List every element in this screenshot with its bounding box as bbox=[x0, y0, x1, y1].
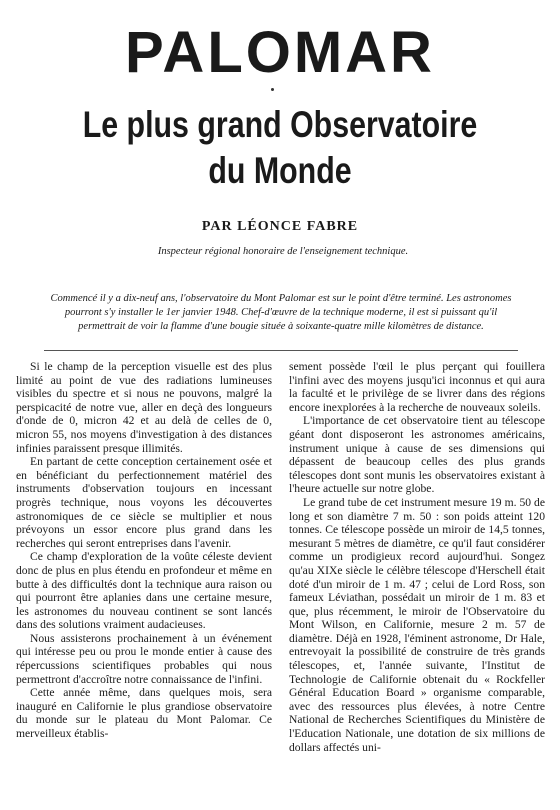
kicker-heading: PALOMAR bbox=[125, 20, 435, 85]
author-role: Inspecteur régional honoraire de l'enseignement technique. bbox=[157, 246, 409, 257]
body-paragraph: sement possède l'œil le plus perçant qui fouillera l'infini avec des moyens jusqu'ici inconnus et qui aura la faculté et le privilège de se livrer dans des régions encore inexplorées à la recherche de nouveaux soleils. bbox=[289, 360, 545, 414]
body-paragraph: L'importance de cet observatoire tient au télescope géant dont disposeront les astronomes américains, instrument unique à cause de ses dimensions qui dépassent de beaucoup celles des plus grands télescopes dont sont munis les observatoires existant à l'heure actuelle sur notre globe. bbox=[289, 414, 545, 496]
body-paragraph: Ce champ d'exploration de la voûte céleste devient donc de plus en plus étendu en profondeur et même en butte à des difficultés dont la technique aura raison ou qui pourront être aplanies dans une certaine mesure, les astronomes du nouveau continent se sont lancés dans des solutions vraiment audacieuses. bbox=[16, 550, 272, 632]
divider bbox=[44, 350, 518, 351]
right-column bbox=[289, 360, 545, 754]
body-paragraph: Le grand tube de cet instrument mesure 19 m. 50 de long et son diamètre 7 m. 50 : son poids atteint 120 tonnes. Ce télescope possède un miroir de 14,5 tonnes, mesurant 5 mètres de diamètre, ce qu'il faut considérer comme un prodigieux record aujourd'hui. Songez qu'au XIXe siècle le célèbre télescope d'Herschell était doté d'un miroir de 1 m. 47 ; celui de Lord Ross, son fameux Léviathan, possédait un miroir de 1 m. 83 et que, plus récemment, le miroir de l'Observatoire du Mont Wilson, en Californie, mesure 2 m. 57 de diamètre. Déjà en 1928, l'éminent astronome, Dr Hale, entrevoyait la possibilité de construire de très grands télescopes, et, l'année suivante, l'Institut de Technologie de Californie obtenait du « Rockfeller Général Education Board » organisme comparable, avec des ressources plus élevées, à notre Centre National de Recherches Scientifiques du Ministère de l'Education Nationale, une dotation de six millions de dollars affectés uni- bbox=[289, 495, 545, 754]
title-line-1: Le plus grand Observatoire bbox=[82, 104, 478, 145]
title-line-2: du Monde bbox=[208, 150, 352, 191]
body-paragraph: Nous assisterons prochainement à un événement qui intéresse peu ou prou le monde entier à cause des répercussions scientifiques probables qui nous permettront d'accroître notre connaissance de l'infini. bbox=[16, 631, 272, 686]
intro-paragraph: Commencé il y a dix-neuf ans, l'observatoire du Mont Palomar est sur le point d'être terminé. Les astronomes pourront s'y installer le 1er janvier 1948. Chef-d'œuvre de la technique moderne, il est si puissant qu'il permettrait de voir la flamme d'une bougie située à soixante-quatre mille kilomètres de distance. bbox=[50, 293, 512, 332]
body-paragraph: En partant de cette conception certainement osée et en bénéficiant du perfectionnement matériel des instruments d'observation toujours en incessant progrès technique, nous voyons les découvertes astronomiques de ce siècle se multiplier et nous prévoyons un essor encore plus grand dans les recherches qui seront entreprises dans l'avenir. bbox=[16, 455, 272, 550]
left-column bbox=[16, 360, 272, 741]
byline: PAR LÉONCE FABRE bbox=[201, 219, 359, 234]
body-paragraph: Cette année même, dans quelques mois, sera inauguré en Californie le plus grandiose observatoire du monde sur le plateau du Mont Palomar. Ce merveilleux établis- bbox=[16, 686, 272, 741]
body-paragraph: Si le champ de la perception visuelle est des plus limité au point de vue des radiations lumineuses visibles du spectre et si nous ne pouvons, malgré la perspicacité de notre vue, aller en deçà des longueurs d'onde de 0, micron 42 et au delà de celles de 0, micron 55, nos moyens d'investigation à des distances infinies paraissent presque illimités. bbox=[16, 360, 272, 455]
article-title bbox=[50, 102, 509, 194]
decorative-dot bbox=[271, 88, 274, 91]
